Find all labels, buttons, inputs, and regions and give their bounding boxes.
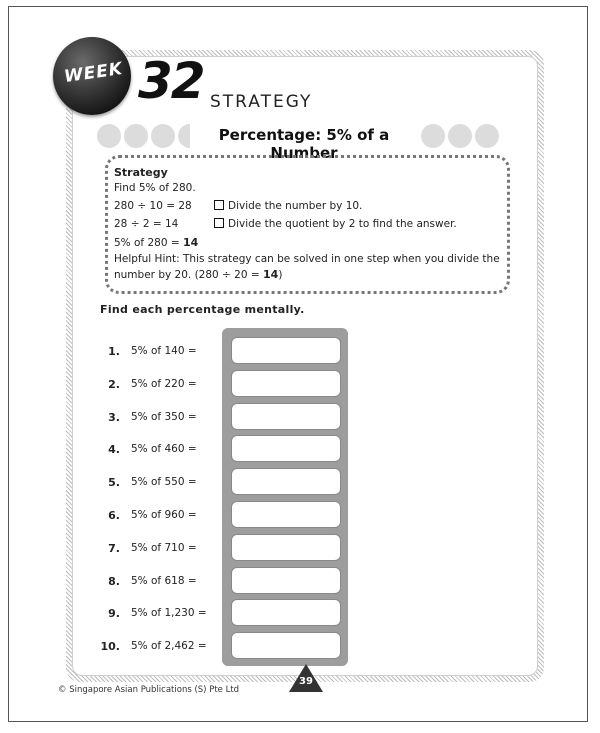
step1-calculation: 280 ÷ 10 = 28	[114, 200, 192, 212]
step1-description: Divide the number by 10.	[214, 200, 362, 212]
week-number: 32	[138, 52, 204, 110]
question-text: 5% of 710 =	[131, 541, 197, 554]
strategy-title: Strategy	[114, 166, 168, 179]
question-text: 5% of 960 =	[131, 509, 197, 521]
instruction: Find each percentage mentally.	[100, 303, 305, 316]
question-number: 5.	[108, 476, 120, 490]
question-number: 9.	[108, 607, 120, 621]
checkbox-icon	[214, 200, 224, 210]
question-number: 3.	[108, 410, 120, 424]
question-text: 5% of 550 =	[131, 476, 197, 489]
step2-calculation: 28 ÷ 2 = 14	[114, 218, 179, 230]
answer-box[interactable]	[231, 435, 341, 462]
section-heading: STRATEGY	[210, 92, 313, 112]
answer-box[interactable]	[231, 599, 341, 626]
question-text: 5% of 140 =	[131, 345, 197, 357]
topic-title: Percentage: 5% of a Number	[218, 126, 390, 162]
answer-box[interactable]	[231, 337, 341, 364]
question-number: 8.	[108, 574, 120, 588]
answer-box[interactable]	[231, 468, 341, 495]
question-text: 5% of 2,462 =	[131, 640, 207, 653]
answer-box[interactable]	[231, 567, 341, 594]
question-number: 6.	[108, 509, 120, 522]
question-number: 4.	[108, 443, 120, 457]
question-number: 2.	[108, 377, 120, 391]
question-text: 5% of 460 =	[131, 443, 197, 456]
question-number: 10.	[100, 640, 120, 654]
question-number: 7.	[108, 541, 120, 555]
strategy-result: 5% of 280 = 14	[114, 236, 199, 249]
copyright: © Singapore Asian Publications (S) Pte Ltd	[58, 685, 240, 695]
question-number: 1.	[108, 345, 120, 358]
question-text: 5% of 350 =	[131, 410, 197, 423]
step2-description: Divide the quotient by 2 to find the answer.	[214, 218, 457, 230]
answer-box[interactable]	[231, 632, 341, 659]
answer-box[interactable]	[231, 534, 341, 561]
question-text: 5% of 1,230 =	[131, 607, 207, 620]
question-text: 5% of 618 =	[131, 574, 197, 587]
answer-box[interactable]	[231, 501, 341, 528]
strategy-problem: Find 5% of 280.	[114, 182, 196, 194]
question-text: 5% of 220 =	[131, 377, 197, 390]
answer-box[interactable]	[231, 403, 341, 430]
week-label: WEEK	[62, 58, 125, 88]
helpful-hint: Helpful Hint: This strategy can be solved in one step when you divide the number by 20. (280 ÷ 20 = 14)	[114, 253, 500, 281]
answer-box[interactable]	[231, 370, 341, 397]
page-number: 39	[299, 676, 313, 687]
checkbox-icon	[214, 218, 224, 228]
